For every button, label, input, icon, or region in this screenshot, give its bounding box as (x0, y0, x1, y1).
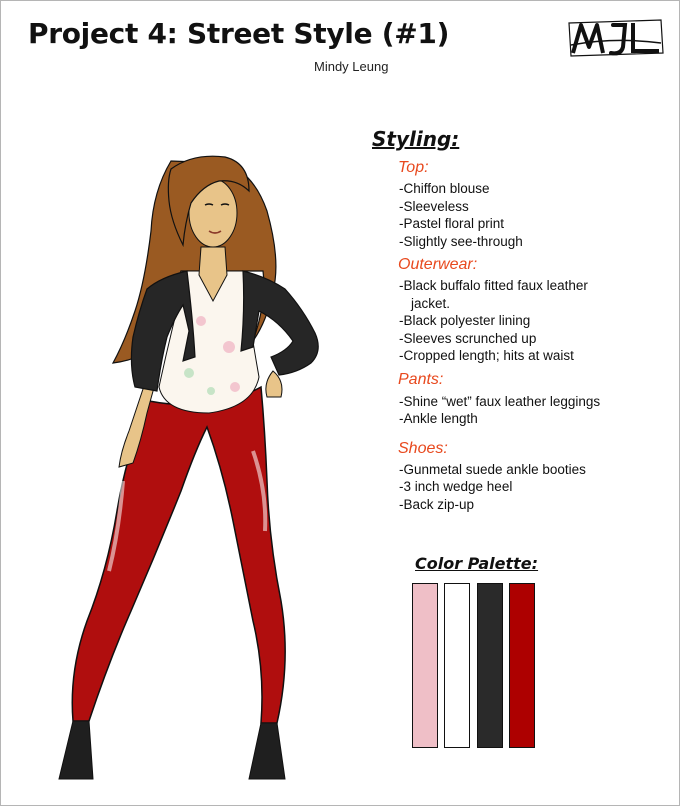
section-title-pants: Pants: (398, 370, 444, 388)
fashion-figure-illustration (53, 151, 353, 781)
page-title: Project 4: Street Style (#1) (28, 17, 450, 50)
swatch-red (509, 583, 535, 748)
list-item: -Cropped length; hits at waist (399, 348, 574, 363)
section-title-top: Top: (398, 159, 429, 176)
list-item: -Sleeveless (399, 198, 469, 214)
section-title-shoes: Shoes: (398, 439, 448, 457)
swatch-white (444, 583, 470, 748)
styling-notes (372, 127, 672, 519)
section-shoes (372, 440, 672, 514)
swatch-pink (412, 583, 438, 748)
boot-left (59, 721, 93, 779)
list-item: -Sleeves scrunched up (399, 330, 537, 346)
list-item-continuation: jacket. (411, 295, 451, 311)
styling-heading: Styling: (372, 127, 460, 151)
list-item: -Chiffon blouse (399, 181, 490, 196)
list-item: -Pastel floral print (399, 216, 505, 231)
list-item: -Ankle length (399, 411, 478, 426)
section-title-outerwear: Outerwear: (398, 256, 478, 273)
list-item: -Slightly see-through (399, 233, 523, 249)
mjl-logo (567, 17, 665, 59)
list-item: -Gunmetal suede ankle booties (399, 461, 586, 477)
section-pants (372, 371, 672, 428)
boot-right (249, 723, 285, 779)
list-item: -Back zip-up (399, 496, 475, 512)
list-item: -Shine “wet” faux leather leggings (399, 393, 601, 409)
list-item: -3 inch wedge heel (399, 479, 513, 494)
swatch-black (477, 583, 503, 748)
author-name: Mindy Leung (314, 59, 389, 74)
list-item: -Black polyester lining (399, 313, 531, 328)
section-top (372, 159, 672, 250)
section-outerwear (372, 256, 672, 365)
list-item: -Black buffalo fitted faux leather (399, 278, 588, 293)
leggings (72, 387, 285, 723)
color-palette-heading: Color Palette: (415, 554, 539, 573)
